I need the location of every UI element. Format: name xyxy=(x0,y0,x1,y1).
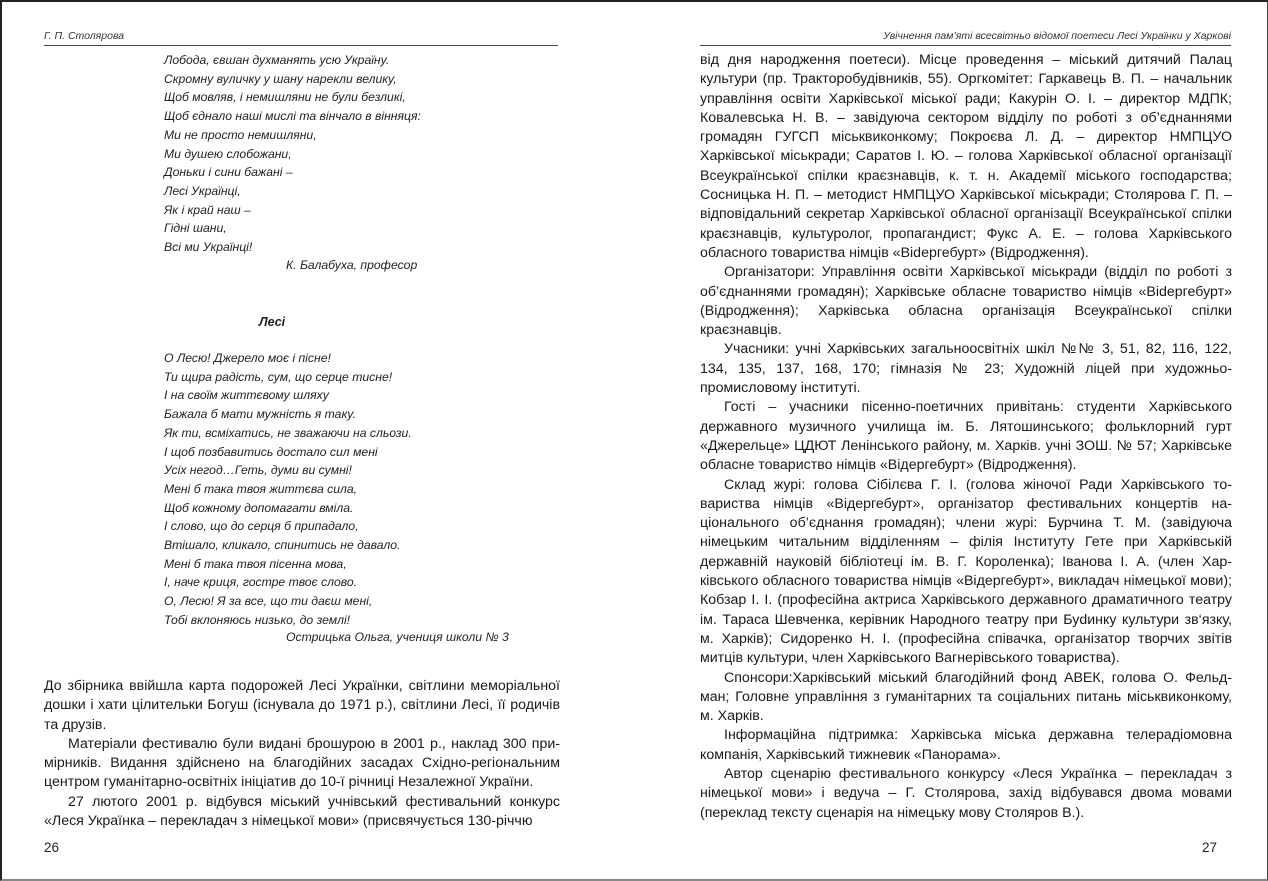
poem-line: Скромну вуличку у шану нарекли велику, xyxy=(164,71,397,86)
paragraph: Учасники: учні Харківських загальноосвітніх шкіл №№ 3, 51, 82, 116, 122, 134, 135, 137, 168, 170; гімназія № 23; Художній ліцей при художньо-промисловому інституті. xyxy=(700,341,1232,397)
paragraph: До збірника ввійшла карта подорожей Лесі Українки, світлини меморіальної дошки і хати цілительки Богуш (існувала до 1971 р.), світлини Лесі, її родичів та друзів. xyxy=(44,678,560,733)
poem-line: Щоб мовляв, і немишляни не були безликі, xyxy=(164,90,406,105)
poem-line: І щоб позбавитись достало сил мені xyxy=(164,444,378,459)
poem-line: Ми душею слобожани, xyxy=(164,146,292,161)
poem-line: Бажала б мати мужність я таку. xyxy=(164,407,356,422)
paragraph: Організатори: Управління освіти Харківської міськради (відділ по роботі з об’єднаннями громадян); Харківське обласне товариство німців «Віdергебурт» (Відродження); Харківська обласна організація Всеукраїнської спілки краєзнавців. xyxy=(700,264,1232,339)
poem-title: Лесі xyxy=(259,315,286,329)
poem-line: Як ти, всміхатись, не зважаючи на сльози. xyxy=(164,425,412,440)
left-page xyxy=(2,2,636,879)
running-head-right: Увічнення пам’яті всесвітньо відомої поетеси Лесі Українки у Харкові xyxy=(700,29,1231,46)
paragraph: Автор сценарію фестивального конкурсу «Леся Українка – перекладач з німецької мови» і ведуча – Г. Столярова, захід відбувався двома мовами (переклад тексту сценарія на німецьку мову Столяров В.). xyxy=(700,765,1232,821)
paragraph: від дня народження поетеси). Місце проведення – міський дитячий Палац культури (пр. Тракторобудівників, 55). Оргкомітет: Гаркавець В. П. – начальник управління освіти Харківської міської ради; Какурін О. І. – директор МДПК; Ковалевська Н. В. – завідуюча сектором відділу по роботі з об’єднаннями громадян ГУГСП міськвиконкому; Покроєва Л. Д. – директор НМПЦУО Харківської міськради; Саратов І. Ю. – голова Харківської обласної організації Всеукраїнської спілки краєзнавців, к. т. н. Академії міського господарства; Сосницька Н. П. – методист НМПЦУО Харківської міськради; Столярова Г. П. – відповідальний секретар Харківської обласної організації Всеукраїнської спілки краєзнавців, культуролог, пропагандист; Фукс А. Е. – голова Харківського обласного товариства німців «Віdергебурт» (Відродження). xyxy=(700,52,1232,261)
poem-line: Гідні шани, xyxy=(164,221,227,236)
poem-line: Ми не просто немишляни, xyxy=(164,127,317,142)
running-head-left: Г. П. Столярова xyxy=(44,29,558,46)
poem-line: Всі ми Українці! xyxy=(164,240,253,255)
poem-attribution: Острицька Ольга, учениця школи № 3 xyxy=(286,630,509,644)
poem-balabukha xyxy=(164,51,421,257)
poem-line: І, наче криця, гостре твоє слово. xyxy=(164,575,358,590)
paragraph: Гості – учасники пісенно-поетичних привітань: студенти Харківського державного музичного училища ім. Б. Лятошинського; фольклорний гурт «Джерельце» ЦДЮТ Ленінського району, м. Харків. учні ЗОШ. № 57; Харківське обласне товариство німців «Відергебурт» (Відродження). xyxy=(700,399,1232,474)
right-page xyxy=(636,2,1268,879)
poem-line: Усіх негод…Геть, думи ви сумні! xyxy=(164,463,352,478)
paragraph: Матеріали фестивалю були видані брошурою в 2001 р., наклад 300 примірників. Видання здійснено на благодійних засадах Східно-регіональним центром гуманітарно-освітніх ініціатив до 10-ї річниці Незалежної України. xyxy=(44,735,560,791)
poem-line: Щоб кожному допомагати вміла. xyxy=(164,500,354,515)
poem-line: І на своїм життєвому шляху xyxy=(164,388,329,403)
poem-line: Тобі вклоняюсь низько, до землі! xyxy=(164,612,351,627)
poem-line: Як і край наш – xyxy=(164,202,251,217)
poem-line: Доньки і сини бажані – xyxy=(164,165,293,180)
paragraph: Спонсори:Харківський міський благодійний фонд АВЕК, голова О. Фельдман; Головне управління з гуманітарних та соціальних питань міськвиконкому, м. Харків. xyxy=(700,669,1232,725)
poem-line: О Лесю! Джерело моє і пісне! xyxy=(164,351,331,365)
page-number-left: 26 xyxy=(44,840,60,855)
poem-line: Щоб єднало наші мислі та вінчало в вінняця: xyxy=(164,109,421,124)
poem-line: Мені б така твоя життєва сила, xyxy=(164,481,358,496)
poem-line: Лесі Українці, xyxy=(164,183,241,198)
poem-line: О, Лесю! Я за все, що ти даєш мені, xyxy=(164,594,373,609)
poem-line: Втішало, кликало, спинитись не давало. xyxy=(164,538,401,553)
paragraph: 27 лютого 2001 р. відбувся міський учнівський фестивальний конкурс «Леся Українка – перекладач з німецької мови» (присвячується 130-річчю xyxy=(44,793,560,830)
body-text-right xyxy=(700,51,1232,823)
paragraph: Склад журі: голова Сібілєва Г. І. (голова жіночої Ради Харківського товариства німців «Відергебурт», організатор фестивальних концертів національного об’єднання громадян); члени журі: Бурчина Т. М. (завідуюча німецьким читальним відділенням – філія Інституту Гете при Харківській державній науковій бібліотеці ім. В. Г. Короленка); Іванова І. А. (член Харківського обласного товариства німців «Відергебурт», викладач німецької мови); Кобзар І. І. (професійна актриса Харківського державного драматичного театру ім. Тараса Шевченка, керівник Народного театру при Буdинку культури зв‘язку, м. Харків); Сидоренко Н. І. (професійна співачка, організатор творчих звітів митців культури, член Харківського Вагнерівського товариства). xyxy=(700,476,1232,667)
page-number-right: 27 xyxy=(1202,840,1218,855)
poem-attribution: К. Балабуха, професор xyxy=(286,258,418,272)
poem-line: Мені б така твоя пісенна мова, xyxy=(164,556,347,571)
poem-line: І слово, що до серця б припадало, xyxy=(164,519,359,534)
poem-line: Лобода, євшан духманять усю Україну. xyxy=(164,53,390,67)
poem-line: Ти щира радість, сум, що серце тисне! xyxy=(164,369,393,384)
paragraph: Інформаційна підтримка: Харківська міська державна телерадіомовна компанія, Харківський тижневик «Панорама». xyxy=(700,727,1232,763)
poem-lesi xyxy=(164,349,412,630)
body-text-left xyxy=(44,677,560,831)
